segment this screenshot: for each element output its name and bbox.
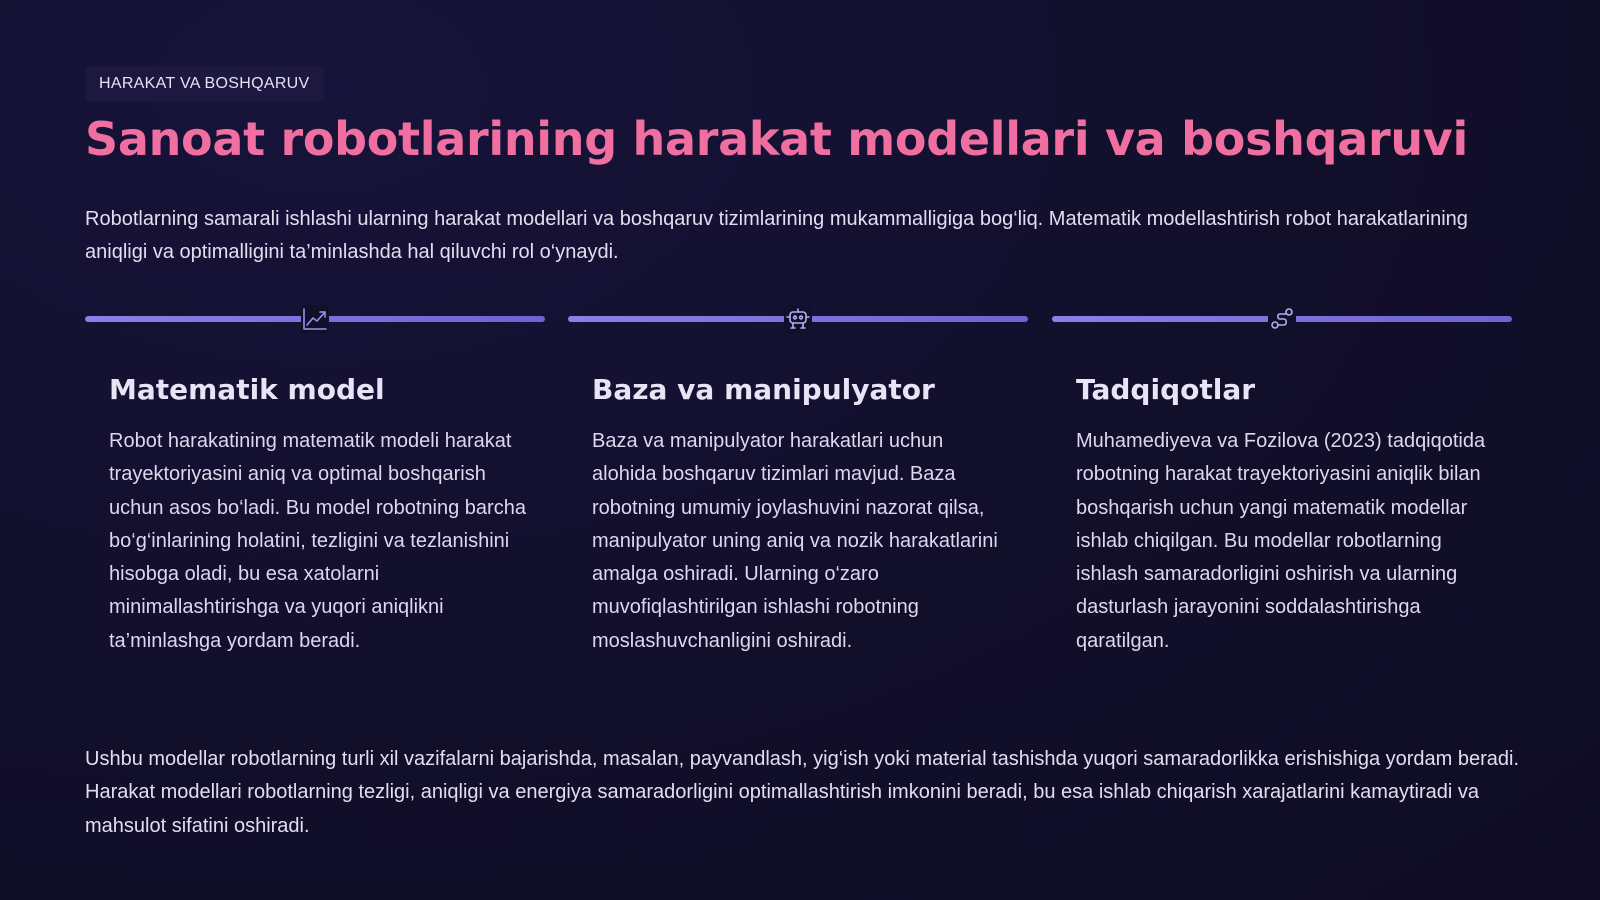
- card-body: Baza va manipulyator harakatlari uchun alohida boshqaruv tizimlari mavjud. Baza robotning umumiy joylashuvini nazorat qilsa, manipulyator uning aniq va nozik harakatlarini amalga oshiradi. Ularning o‘zaro muvofiqlashtirilgan ishlashi robotning moslashuvchanligini oshiradi.: [592, 430, 998, 652]
- page-title: Sanoat robotlarining harakat modellari va boshqaruvi: [85, 112, 1468, 166]
- robot-icon: [784, 305, 812, 333]
- card-title: Baza va manipulyator: [592, 373, 935, 406]
- cards-row: [85, 305, 1513, 705]
- card-body: Muhamediyeva va Fozilova (2023) tadqiqotida robotning harakat trayektoriyasini aniqlik bilan boshqarish uchun yangi matematik modellar ishlab chiqilgan. Bu modellar robotlarning ishlash samaradorligini oshirish va ularning dasturlash jarayonini soddalashtirishga qaratilgan.: [1076, 430, 1486, 652]
- card-title: Matematik model: [109, 373, 385, 406]
- card-matematik-model: [85, 305, 545, 705]
- section-tag: HARAKAT VA BOSHQARUV: [85, 66, 324, 102]
- card-baza-manipulyator: [568, 305, 1028, 705]
- card-tadqiqotlar: [1052, 305, 1512, 705]
- line-chart-icon: [301, 305, 329, 333]
- route-icon: [1268, 305, 1296, 333]
- outro-paragraph: Ushbu modellar robotlarning turli xil vazifalarni bajarishda, masalan, payvandlash, yig‘ish yoki material tashishda yuqori samaradorlikka erishishiga yordam beradi. Harakat modellari robotlarning tezligi, aniqligi va energiya samaradorligini optimallashtirish imkonini beradi, bu esa ishlab chiqarish xarajatlarini kamaytiradi va mahsulot sifatini oshiradi.: [85, 748, 1520, 837]
- card-title: Tadqiqotlar: [1076, 373, 1256, 406]
- intro-paragraph: Robotlarning samarali ishlashi ularning harakat modellari va boshqaruv tizimlarining mukammalligiga bog‘liq. Matematik modellashtirish robot harakatlarining aniqligi va optimalligini ta’minlashda hal qiluvchi rol o‘ynaydi.: [85, 208, 1468, 263]
- card-body: Robot harakatining matematik modeli harakat trayektoriyasini aniq va optimal boshqarish uchun asos bo‘ladi. Bu model robotning barcha bo‘g‘inlarining holatini, tezligini va tezlanishini hisobga oladi, bu esa xatolarni minimallashtirishga va yuqori aniqlikni ta’minlashga yordam beradi.: [109, 430, 526, 652]
